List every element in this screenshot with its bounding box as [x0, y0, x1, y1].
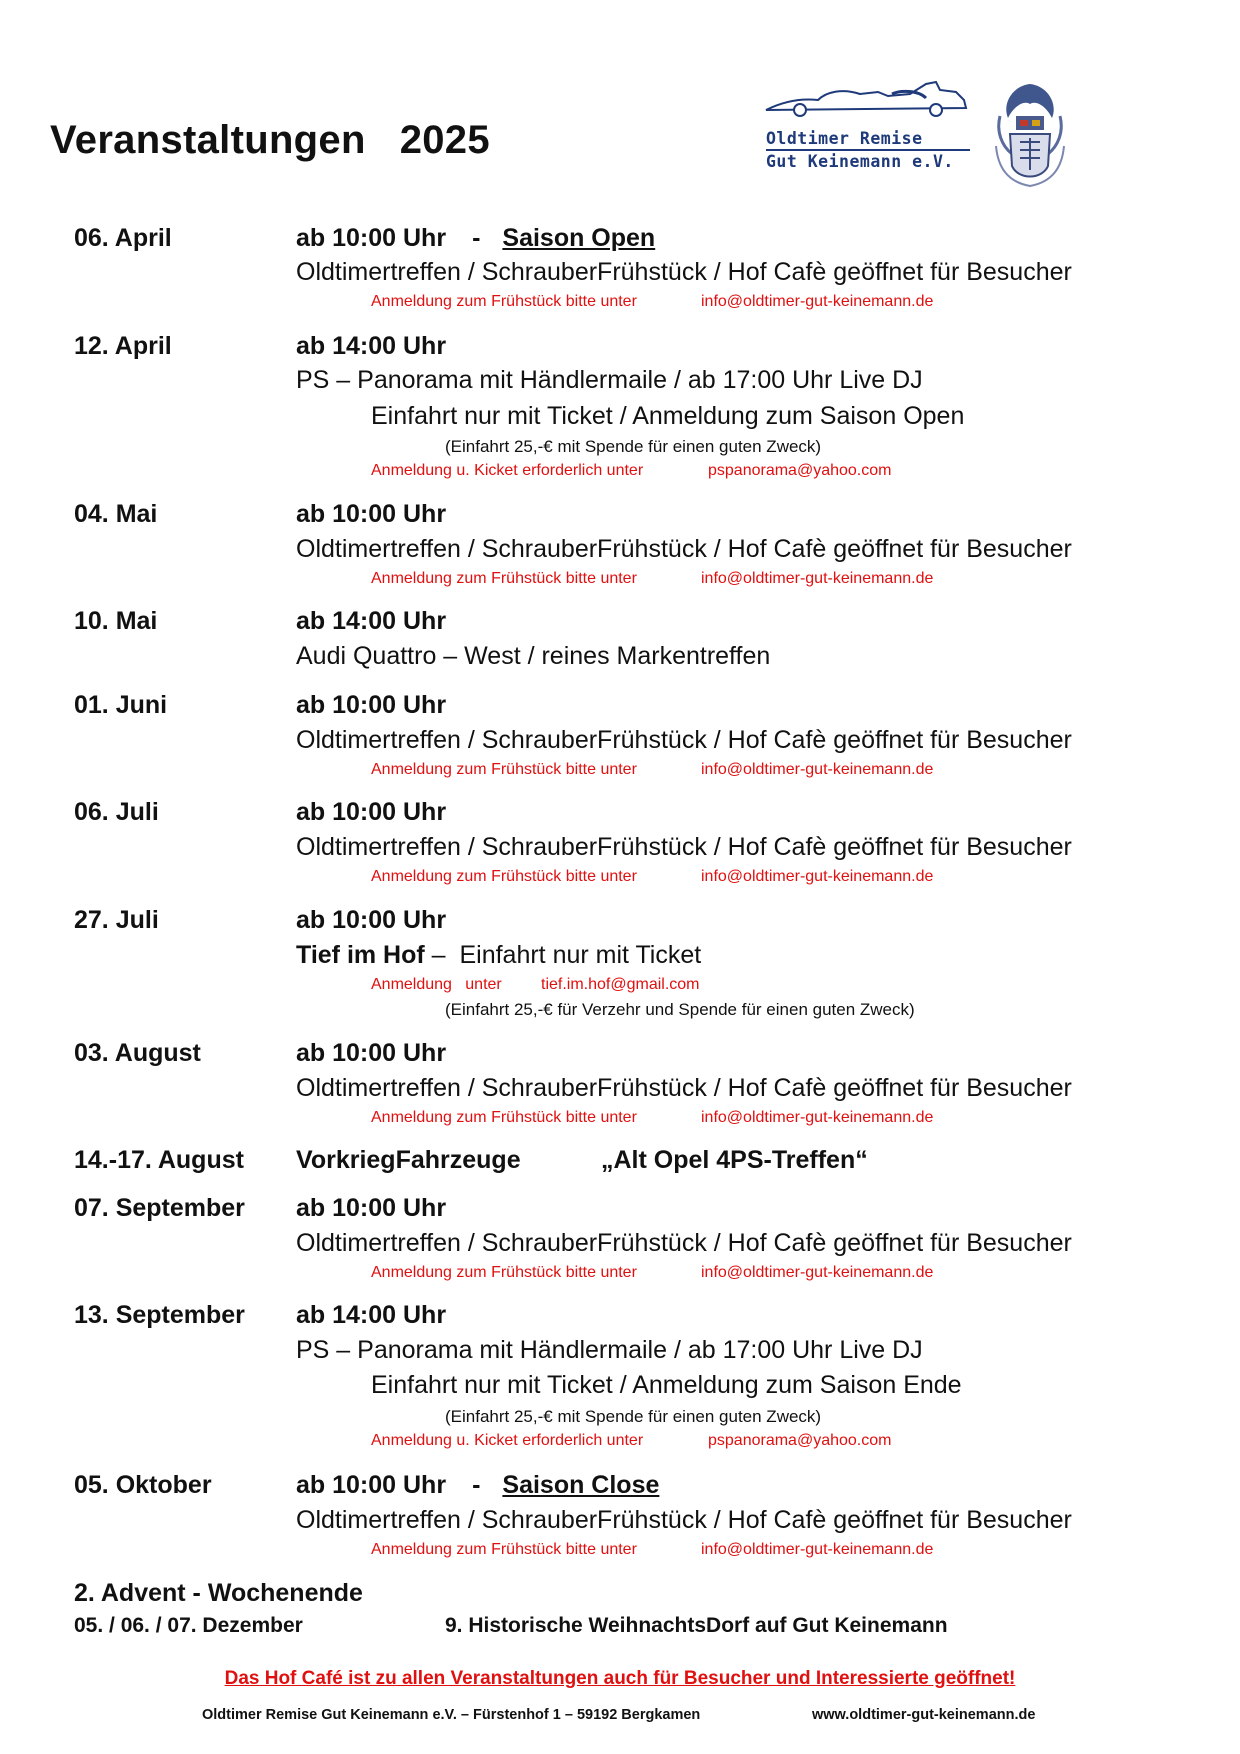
event-date: 06. April: [74, 224, 172, 252]
registration-note: [371, 293, 934, 311]
dash: -: [472, 1471, 481, 1499]
registration-text: Anmeldung zum Frühstück bitte unter: [371, 1109, 637, 1126]
fee-note: (Einfahrt 25,-€ mit Spende für einen guten Zweck): [445, 1407, 822, 1426]
event-description: Oldtimertreffen / SchrauberFrühstück / Hof Cafè geöffnet für Besucher: [296, 726, 1072, 754]
registration-email: tief.im.hof@gmail.com: [541, 976, 700, 993]
page-title: [50, 118, 490, 163]
registration-text: Anmeldung zum Frühstück bitte unter: [371, 761, 637, 778]
registration-text: Anmeldung zum Frühstück bitte unter: [371, 1541, 637, 1558]
registration-text: Anmeldung unter: [371, 976, 502, 993]
registration-note: [371, 1541, 934, 1559]
event-description: Oldtimertreffen / SchrauberFrühstück / Hof Cafè geöffnet für Besucher: [296, 258, 1072, 286]
event-name: Tief im Hof: [296, 941, 425, 969]
event-detail: – Einfahrt nur mit Ticket: [424, 941, 702, 969]
registration-text: Anmeldung zum Frühstück bitte unter: [371, 293, 637, 310]
event-date: 03. August: [74, 1039, 201, 1067]
event-time: ab 10:00 Uhr: [296, 500, 447, 528]
event-date: 07. September: [74, 1194, 245, 1222]
event-date: 06. Juli: [74, 798, 159, 826]
event-highlight: Saison Open: [502, 224, 656, 252]
fee-note: (Einfahrt 25,-€ für Verzehr und Spende für einen guten Zweck): [445, 1000, 915, 1019]
event-time: [296, 1471, 659, 1500]
registration-email: info@oldtimer-gut-keinemann.de: [701, 570, 934, 587]
event-description: [296, 941, 701, 970]
event-description: Oldtimertreffen / SchrauberFrühstück / Hof Cafè geöffnet für Besucher: [296, 1506, 1072, 1534]
logo-text: [766, 128, 970, 172]
event-time: ab 14:00 Uhr: [296, 332, 447, 360]
event-time: ab 10:00 Uhr: [296, 1039, 447, 1067]
fee-note: (Einfahrt 25,-€ mit Spende für einen guten Zweck): [445, 437, 822, 456]
advent-event: 9. Historische WeihnachtsDorf auf Gut Keinemann: [445, 1614, 948, 1637]
event-description: PS – Panorama mit Händlermaile / ab 17:00 Uhr Live DJ: [296, 1336, 923, 1364]
event-description: Oldtimertreffen / SchrauberFrühstück / Hof Cafè geöffnet für Besucher: [296, 535, 1072, 563]
event-time: ab 14:00 Uhr: [296, 607, 447, 635]
time-text: ab 10:00 Uhr: [296, 224, 447, 252]
club-logo: [760, 76, 1100, 206]
event-date: 05. Oktober: [74, 1471, 212, 1499]
dash: -: [472, 224, 481, 252]
advent-dates: 05. / 06. / 07. Dezember: [74, 1614, 303, 1637]
event-highlight: Saison Close: [502, 1471, 660, 1499]
cafe-notice: Das Hof Café ist zu allen Veranstaltungen auch für Besucher und Interessierte geöffnet!: [224, 1668, 1016, 1689]
logo-line-1: Oldtimer Remise: [766, 129, 923, 148]
registration-text: Anmeldung zum Frühstück bitte unter: [371, 1264, 637, 1281]
event-time: ab 14:00 Uhr: [296, 1301, 447, 1329]
registration-note: [371, 976, 700, 994]
event-date: 13. September: [74, 1301, 245, 1329]
registration-text: Anmeldung zum Frühstück bitte unter: [371, 868, 637, 885]
event-date: 04. Mai: [74, 500, 158, 528]
advent-title: 2. Advent - Wochenende: [74, 1579, 363, 1607]
registration-text: Anmeldung zum Frühstück bitte unter: [371, 570, 637, 587]
time-text: ab 10:00 Uhr: [296, 1471, 447, 1499]
registration-text: Anmeldung u. Kicket erforderlich unter: [371, 462, 644, 479]
event-description: PS – Panorama mit Händlermaile / ab 17:00 Uhr Live DJ: [296, 366, 923, 394]
event-date: 14.-17. August: [74, 1146, 244, 1174]
event-time: [296, 224, 655, 253]
logo-line-2: Gut Keinemann e.V.: [766, 149, 970, 172]
registration-email: info@oldtimer-gut-keinemann.de: [701, 868, 934, 885]
event-title: „Alt Opel 4PS-Treffen“: [601, 1146, 868, 1174]
registration-email: info@oldtimer-gut-keinemann.de: [701, 1541, 934, 1558]
event-date: 10. Mai: [74, 607, 158, 635]
registration-note: [371, 1432, 892, 1450]
registration-text: Anmeldung u. Kicket erforderlich unter: [371, 1432, 644, 1449]
title-text: Veranstaltungen: [50, 118, 366, 162]
title-year: 2025: [399, 118, 490, 162]
registration-note: [371, 761, 934, 779]
event-date: 12. April: [74, 332, 172, 360]
registration-email: info@oldtimer-gut-keinemann.de: [701, 293, 934, 310]
event-label: VorkriegFahrzeuge: [296, 1146, 521, 1174]
registration-email: info@oldtimer-gut-keinemann.de: [701, 1264, 934, 1281]
event-ticket-info: Einfahrt nur mit Ticket / Anmeldung zum Saison Open: [371, 402, 965, 430]
event-date: 27. Juli: [74, 906, 159, 934]
footer-website[interactable]: www.oldtimer-gut-keinemann.de: [812, 1707, 1036, 1723]
event-time: ab 10:00 Uhr: [296, 691, 447, 719]
registration-email: info@oldtimer-gut-keinemann.de: [701, 761, 934, 778]
registration-note: [371, 462, 892, 480]
registration-email: pspanorama@yahoo.com: [708, 462, 892, 479]
event-description: Oldtimertreffen / SchrauberFrühstück / Hof Cafè geöffnet für Besucher: [296, 1229, 1072, 1257]
registration-note: [371, 1109, 934, 1127]
event-time: ab 10:00 Uhr: [296, 1194, 447, 1222]
event-description: Oldtimertreffen / SchrauberFrühstück / Hof Cafè geöffnet für Besucher: [296, 1074, 1072, 1102]
event-description: Oldtimertreffen / SchrauberFrühstück / Hof Cafè geöffnet für Besucher: [296, 833, 1072, 861]
event-time: ab 10:00 Uhr: [296, 906, 447, 934]
registration-note: [371, 1264, 934, 1282]
registration-email: pspanorama@yahoo.com: [708, 1432, 892, 1449]
event-time: ab 10:00 Uhr: [296, 798, 447, 826]
registration-note: [371, 570, 934, 588]
event-date: 01. Juni: [74, 691, 168, 719]
event-ticket-info: Einfahrt nur mit Ticket / Anmeldung zum Saison Ende: [371, 1371, 962, 1399]
event-description: Audi Quattro – West / reines Markentreffen: [296, 642, 771, 670]
registration-email: info@oldtimer-gut-keinemann.de: [701, 1109, 934, 1126]
registration-note: [371, 868, 934, 886]
footer-address: Oldtimer Remise Gut Keinemann e.V. – Fürstenhof 1 – 59192 Bergkamen: [202, 1707, 701, 1723]
